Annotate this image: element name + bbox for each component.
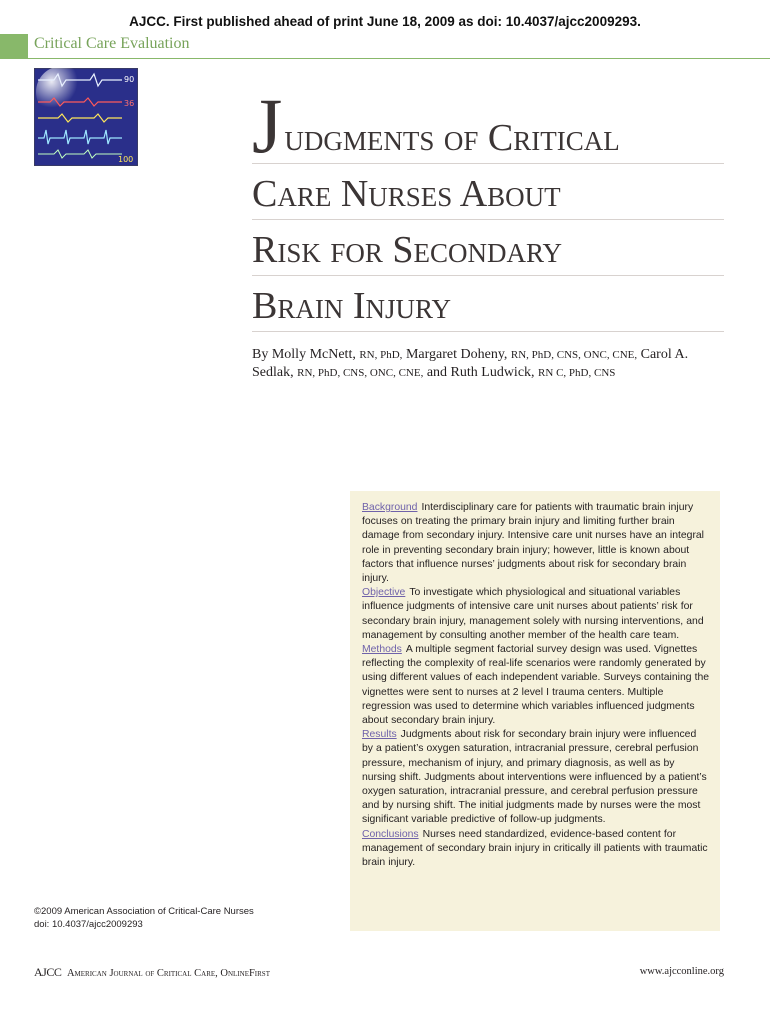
section-color-tab — [0, 34, 28, 58]
patient-monitor-image — [34, 68, 138, 166]
abstract-text: To investigate which physiological and situational variables influence judgments of intensive care unit nurses about patients’ risk for secondary brain injury, management solely with nursing interventions, and management by consulting another member of the health care team. — [362, 587, 704, 641]
abstract-heading-link[interactable]: Background — [362, 502, 418, 513]
author-name: Molly McNett, — [271, 347, 356, 362]
abstract-text: Interdisciplinary care for patients with traumatic brain injury focuses on treating the primary brain injury and limiting further brain damage from secondary injury. Intensive care unit nurses have an integral role in preventing secondary brain injury; however, little is known about factors that influence nurses’ judgments about risk for secondary brain injury. — [362, 502, 704, 585]
author-credentials: RN, PhD, — [359, 349, 403, 361]
abstract-text: Nurses need standardized, evidence-based content for management of secondary brain injury in critically ill patients with traumatic brain injury. — [362, 828, 708, 869]
author-name: Carol A. Sedlak, — [252, 347, 689, 380]
journal-url-link[interactable]: www.ajcconline.org — [639, 966, 724, 977]
ajcc-logo: AJCC — [34, 965, 62, 979]
abstract-section — [362, 643, 710, 728]
abstract-heading-link[interactable]: Methods — [362, 644, 402, 656]
title-line-text: udgments of Critical — [284, 117, 620, 159]
abstract-section — [362, 586, 710, 643]
abstract-heading-link[interactable]: Results — [362, 729, 397, 741]
author-name: Margaret Doheny, — [405, 347, 508, 362]
abstract-heading-link[interactable]: Conclusions — [362, 828, 419, 840]
abstract-text: Judgments about risk for secondary brain injury were influenced by a patient’s oxygen saturation, intracranial pressure, cerebral perfusion pressure, mechanism of injury, and primary diagnosis, as well as by nursing shift. Judgments about interventions were influenced by a patient’s oxygen saturation, intracranial pressure, and cerebral perfusion pressure and by nursing shift. The initial judgments made by nurses were the most significant variable predictive of follow-up judgments. — [362, 729, 707, 826]
journal-name: American Journal of Critical Care, OnlineFirst — [66, 968, 270, 979]
monitor-reading: 36 — [124, 99, 135, 108]
abstract-heading-link[interactable]: Objective — [362, 587, 406, 599]
author-credentials: RN, PhD, CNS, ONC, CNE, — [510, 349, 638, 361]
journal-footer — [34, 965, 270, 980]
publication-banner: AJCC. First published ahead of print June 18, 2009 as doi: 10.4037/ajcc2009293. — [129, 14, 641, 29]
abstract-section — [362, 501, 710, 586]
author-credentials: RN C, PhD, CNS — [538, 367, 616, 379]
author-byline — [252, 346, 724, 382]
article-title — [252, 80, 724, 332]
doi-line: doi: 10.4037/ajcc2009293 — [34, 919, 143, 930]
section-label: Critical Care Evaluation — [34, 35, 190, 52]
abstract-text: A multiple segment factorial survey design was used. Vignettes reflecting the complexity of real-life scenarios were randomly generated by using different values of each independent variable. Surveys containing the vignettes were sent to nurses at 2 level I trauma centers. Multiple regression was used to determine which variables influenced judgments about secondary brain injury. — [362, 644, 710, 727]
monitor-reading: 90 — [124, 75, 135, 84]
monitor-reading: 100 — [118, 155, 134, 164]
title-line: Brain Injury — [252, 276, 724, 332]
copyright-notice — [34, 905, 254, 931]
author-credentials: RN, PhD, CNS, ONC, CNE, — [297, 367, 424, 379]
abstract-section — [362, 828, 710, 871]
byline-prefix: By — [252, 347, 269, 362]
copyright-line: ©2009 American Association of Critical-Care Nurses — [34, 906, 254, 917]
author-name: and Ruth Ludwick, — [426, 365, 535, 380]
title-line: Risk for Secondary — [252, 220, 724, 276]
title-line — [252, 80, 724, 170]
title-line: Care Nurses About — [252, 164, 724, 220]
abstract-box — [350, 491, 720, 931]
section-divider — [0, 58, 770, 59]
title-drop-cap: J — [252, 82, 283, 170]
abstract-section — [362, 728, 710, 827]
